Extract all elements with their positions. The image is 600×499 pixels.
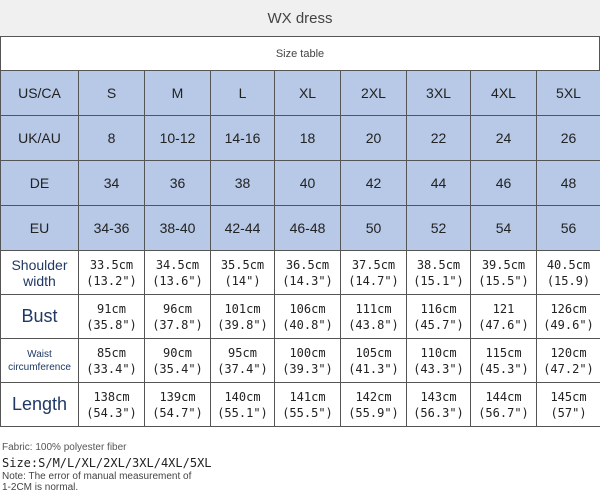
inch-value: (15.5") bbox=[478, 273, 529, 288]
measurement-cell bbox=[211, 295, 275, 339]
cm-value: 138cm bbox=[93, 389, 130, 404]
row-label-length bbox=[1, 383, 79, 427]
size-cell: 52 bbox=[407, 206, 471, 251]
cm-value: 121 bbox=[492, 301, 515, 316]
table-row bbox=[1, 251, 600, 295]
cm-value: 36.5cm bbox=[285, 257, 330, 272]
cm-value: 143cm bbox=[420, 389, 457, 404]
label-line: width bbox=[23, 272, 56, 289]
inch-value: (41.3") bbox=[348, 361, 399, 376]
measurement-cell bbox=[471, 295, 537, 339]
cm-value: 126cm bbox=[550, 301, 587, 316]
fabric-note: Fabric: 100% polyester fiber bbox=[2, 442, 127, 453]
inch-value: (43.3") bbox=[413, 361, 464, 376]
label-line: Bust bbox=[21, 306, 58, 326]
cm-value: 100cm bbox=[289, 345, 326, 360]
label-line: Length bbox=[11, 394, 68, 414]
size-cell: 5XL bbox=[537, 71, 600, 116]
inch-value: (43.8") bbox=[348, 317, 399, 332]
inch-value: (13.6") bbox=[152, 273, 203, 288]
size-cell: 40 bbox=[275, 161, 341, 206]
measurement-cell bbox=[341, 339, 407, 383]
inch-value: (35.8") bbox=[86, 317, 137, 332]
inch-value: (14.7") bbox=[348, 273, 399, 288]
cm-value: 38.5cm bbox=[416, 257, 461, 272]
inch-value: (54.7") bbox=[152, 405, 203, 420]
measurement-cell bbox=[211, 383, 275, 427]
cm-value: 145cm bbox=[550, 389, 587, 404]
inch-value: (40.8") bbox=[282, 317, 333, 332]
measurement-cell bbox=[537, 295, 600, 339]
cm-value: 40.5cm bbox=[546, 257, 591, 272]
measurement-cell bbox=[407, 339, 471, 383]
size-cell: 48 bbox=[537, 161, 600, 206]
measurement-cell bbox=[537, 339, 600, 383]
label-line: circumference bbox=[8, 361, 71, 373]
measurement-cell bbox=[79, 251, 145, 295]
measurement-note: 1-2CM is normal. bbox=[2, 482, 79, 493]
cm-value: 33.5cm bbox=[89, 257, 134, 272]
cm-value: 139cm bbox=[159, 389, 196, 404]
size-cell: 46 bbox=[471, 161, 537, 206]
size-list: Size:S/M/L/XL/2XL/3XL/4XL/5XL bbox=[2, 456, 212, 470]
inch-value: (47.6") bbox=[478, 317, 529, 332]
size-cell: 44 bbox=[407, 161, 471, 206]
inch-value: (56.7") bbox=[478, 405, 529, 420]
measurement-cell bbox=[275, 251, 341, 295]
inch-value: (13.2") bbox=[86, 273, 137, 288]
table-subtitle: Size table bbox=[0, 36, 600, 71]
notes-block bbox=[2, 441, 598, 493]
row-label-waist-circumference bbox=[1, 339, 79, 383]
cm-value: 120cm bbox=[550, 345, 587, 360]
cm-value: 110cm bbox=[420, 345, 457, 360]
size-cell: 36 bbox=[145, 161, 211, 206]
size-table bbox=[0, 70, 600, 427]
cm-value: 34.5cm bbox=[155, 257, 200, 272]
measurement-cell bbox=[211, 339, 275, 383]
table-row bbox=[1, 295, 600, 339]
size-cell: S bbox=[79, 71, 145, 116]
inch-value: (45.3") bbox=[478, 361, 529, 376]
size-cell: 10-12 bbox=[145, 116, 211, 161]
size-cell: 56 bbox=[537, 206, 600, 251]
cm-value: 106cm bbox=[289, 301, 326, 316]
inch-value: (39.3") bbox=[282, 361, 333, 376]
inch-value: (15.9) bbox=[546, 273, 591, 288]
table-row bbox=[1, 116, 600, 161]
cm-value: 90cm bbox=[163, 345, 192, 360]
size-cell: 50 bbox=[341, 206, 407, 251]
measurement-cell bbox=[211, 251, 275, 295]
cm-value: 35.5cm bbox=[220, 257, 265, 272]
size-cell: 8 bbox=[79, 116, 145, 161]
measurement-cell bbox=[471, 251, 537, 295]
inch-value: (37.4") bbox=[217, 361, 268, 376]
measurement-cell bbox=[537, 251, 600, 295]
page-title: WX dress bbox=[0, 0, 600, 37]
measurement-cell bbox=[79, 339, 145, 383]
row-label-shoulder-width bbox=[1, 251, 79, 295]
measurement-cell bbox=[145, 383, 211, 427]
cm-value: 116cm bbox=[420, 301, 457, 316]
size-cell: 38-40 bbox=[145, 206, 211, 251]
inch-value: (55.9") bbox=[348, 405, 399, 420]
inch-value: (14") bbox=[224, 273, 261, 288]
measurement-cell bbox=[79, 383, 145, 427]
cm-value: 105cm bbox=[355, 345, 392, 360]
table-row bbox=[1, 161, 600, 206]
label-line: Waist bbox=[27, 348, 52, 360]
inch-value: (39.8") bbox=[217, 317, 268, 332]
size-cell: 34 bbox=[79, 161, 145, 206]
inch-value: (35.4") bbox=[152, 361, 203, 376]
size-cell: XL bbox=[275, 71, 341, 116]
size-cell: 46-48 bbox=[275, 206, 341, 251]
size-cell: 4XL bbox=[471, 71, 537, 116]
inch-value: (55.5") bbox=[282, 405, 333, 420]
measurement-cell bbox=[145, 251, 211, 295]
measurement-cell bbox=[341, 383, 407, 427]
measurement-cell bbox=[79, 295, 145, 339]
size-cell: 42 bbox=[341, 161, 407, 206]
cm-value: 142cm bbox=[355, 389, 392, 404]
row-label-de: DE bbox=[1, 161, 79, 206]
size-cell: 14-16 bbox=[211, 116, 275, 161]
measurement-cell bbox=[341, 251, 407, 295]
size-cell: 42-44 bbox=[211, 206, 275, 251]
inch-value: (57") bbox=[550, 405, 587, 420]
size-cell: 26 bbox=[537, 116, 600, 161]
measurement-cell bbox=[407, 383, 471, 427]
cm-value: 39.5cm bbox=[481, 257, 526, 272]
inch-value: (37.8") bbox=[152, 317, 203, 332]
table-row bbox=[1, 71, 600, 116]
size-cell: M bbox=[145, 71, 211, 116]
cm-value: 115cm bbox=[485, 345, 522, 360]
cm-value: 95cm bbox=[228, 345, 257, 360]
cm-value: 111cm bbox=[355, 301, 392, 316]
inch-value: (45.7") bbox=[413, 317, 464, 332]
inch-value: (15.1") bbox=[413, 273, 464, 288]
size-cell: 20 bbox=[341, 116, 407, 161]
measurement-cell bbox=[145, 339, 211, 383]
measurement-cell bbox=[275, 295, 341, 339]
cm-value: 144cm bbox=[485, 389, 522, 404]
cm-value: 141cm bbox=[289, 389, 326, 404]
measurement-cell bbox=[537, 383, 600, 427]
measurement-cell bbox=[407, 251, 471, 295]
measurement-cell bbox=[471, 339, 537, 383]
size-cell: 24 bbox=[471, 116, 537, 161]
inch-value: (49.6") bbox=[543, 317, 594, 332]
label-line: Shoulder bbox=[11, 256, 68, 273]
size-cell: 3XL bbox=[407, 71, 471, 116]
inch-value: (14.3") bbox=[282, 273, 333, 288]
measurement-cell bbox=[471, 383, 537, 427]
measurement-note: Note: The error of manual measurement of bbox=[2, 471, 192, 482]
row-label-bust bbox=[1, 295, 79, 339]
size-cell: 18 bbox=[275, 116, 341, 161]
measurement-cell bbox=[275, 339, 341, 383]
inch-value: (55.1") bbox=[217, 405, 268, 420]
cm-value: 85cm bbox=[97, 345, 126, 360]
size-cell: 2XL bbox=[341, 71, 407, 116]
table-row bbox=[1, 339, 600, 383]
cm-value: 140cm bbox=[224, 389, 261, 404]
measurement-cell bbox=[407, 295, 471, 339]
table-row bbox=[1, 206, 600, 251]
cm-value: 101cm bbox=[224, 301, 261, 316]
cm-value: 37.5cm bbox=[351, 257, 396, 272]
inch-value: (56.3") bbox=[413, 405, 464, 420]
measurement-cell bbox=[275, 383, 341, 427]
row-label-uk-au: UK/AU bbox=[1, 116, 79, 161]
inch-value: (47.2") bbox=[543, 361, 594, 376]
cm-value: 96cm bbox=[163, 301, 192, 316]
inch-value: (54.3") bbox=[86, 405, 137, 420]
size-cell: 38 bbox=[211, 161, 275, 206]
table-row bbox=[1, 383, 600, 427]
measurement-cell bbox=[341, 295, 407, 339]
size-cell: 54 bbox=[471, 206, 537, 251]
inch-value: (33.4") bbox=[86, 361, 137, 376]
measurement-cell bbox=[145, 295, 211, 339]
row-label-us-ca: US/CA bbox=[1, 71, 79, 116]
size-cell: 34-36 bbox=[79, 206, 145, 251]
size-cell: L bbox=[211, 71, 275, 116]
row-label-eu: EU bbox=[1, 206, 79, 251]
size-cell: 22 bbox=[407, 116, 471, 161]
cm-value: 91cm bbox=[97, 301, 126, 316]
